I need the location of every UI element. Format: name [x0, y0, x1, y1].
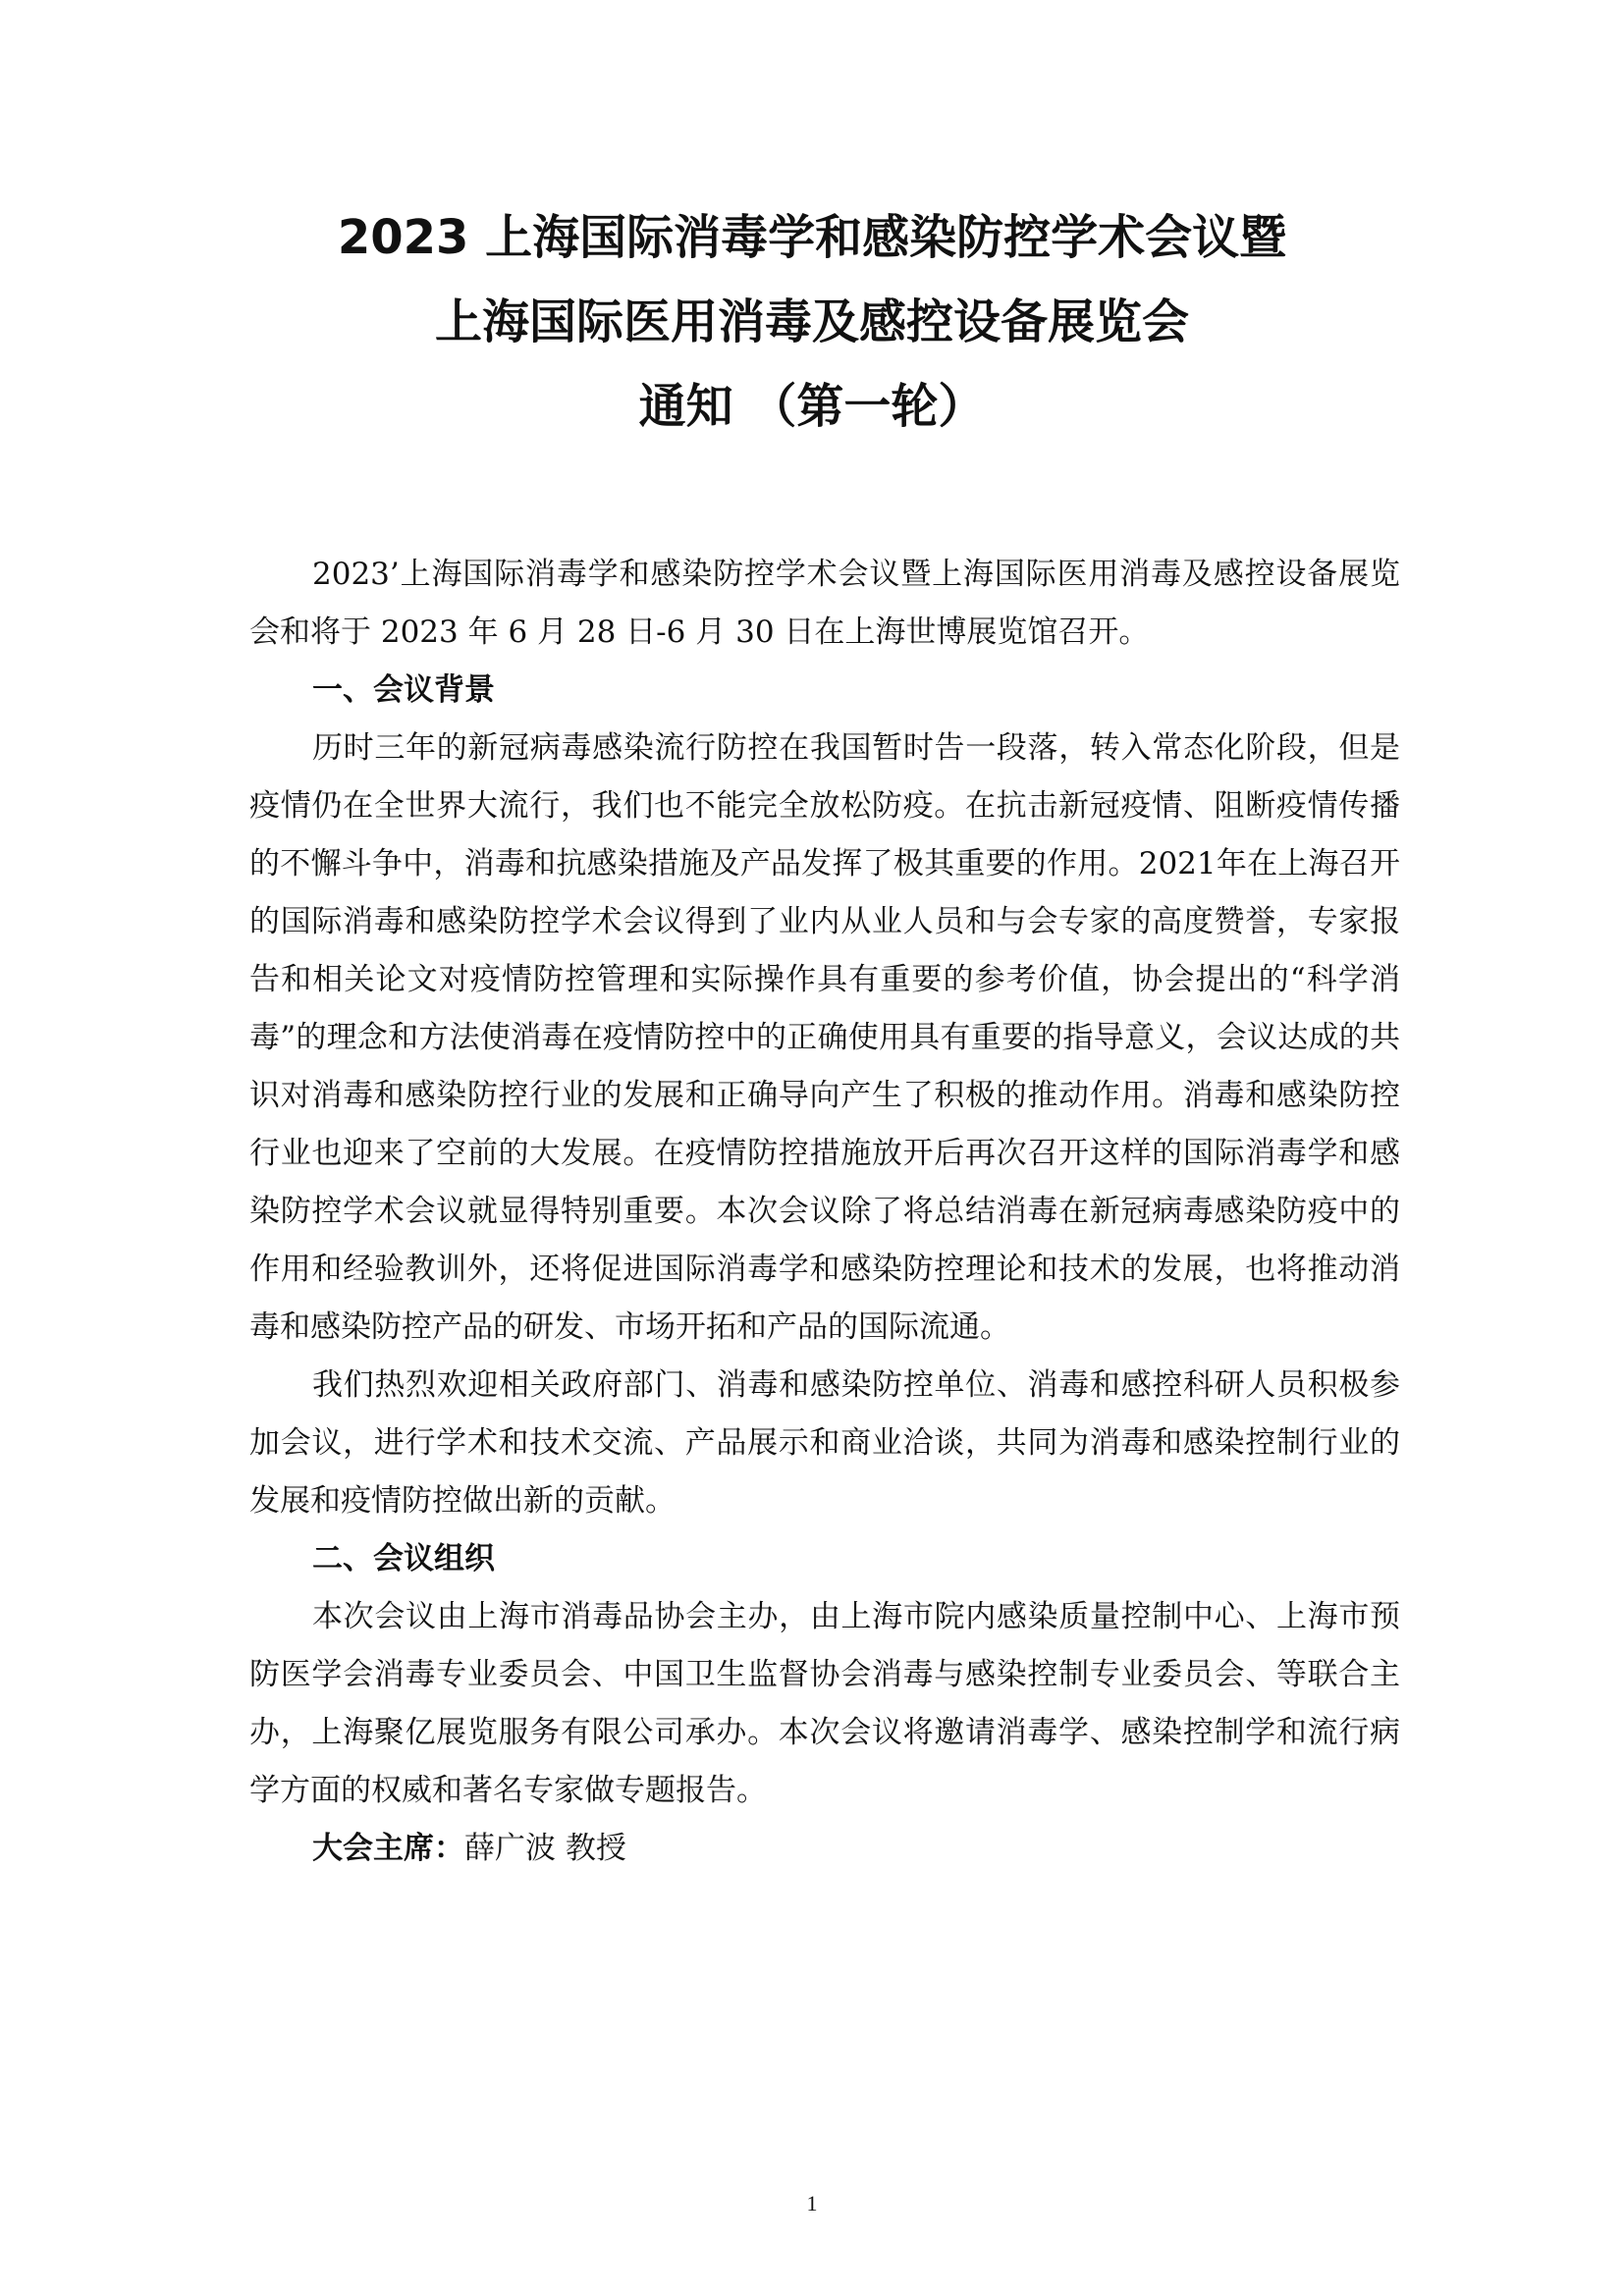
chair-value: 薛广波 教授	[464, 1831, 626, 1866]
title-line-2: 上海国际医用消毒及感控设备展览会	[434, 294, 1189, 349]
title-block	[0, 206, 1624, 459]
title-line-1: 2023 上海国际消毒学和感染防控学术会议暨	[337, 210, 1287, 265]
intro-paragraph: 2023’上海国际消毒学和感染防控学术会议暨上海国际医用消毒及感控设备展览会和将于 2023 年 6 月 28 日-6 月 30 日在上海世博展览馆召开。	[249, 557, 1400, 650]
section-2-heading: 二、会议组织	[312, 1541, 495, 1576]
page-number: 1	[806, 2191, 818, 2216]
title-line-3: 通知 （第一轮）	[638, 379, 986, 434]
section-2-paragraph-1: 本次会议由上海市消毒品协会主办，由上海市院内感染质量控制中心、上海市预防医学会消毒专业委员会、中国卫生监督协会消毒与感染控制专业委员会、等联合主办，上海聚亿展览服务有限公司承办。本次会议将邀请消毒学、感染控制学和流行病学方面的权威和著名专家做专题报告。	[249, 1599, 1400, 1808]
section-1-paragraph-1: 历时三年的新冠病毒感染流行防控在我国暂时告一段落，转入常态化阶段，但是疫情仍在全世界大流行，我们也不能完全放松防疫。在抗击新冠疫情、阻断疫情传播的不懈斗争中，消毒和抗感染措施及产品发挥了极其重要的作用。2021年在上海召开的国际消毒和感染防控学术会议得到了业内从业人员和与会专家的高度赞誉，专家报告和相关论文对疫情防控管理和实际操作具有重要的参考价值，协会提出的“科学消毒”的理念和方法使消毒在疫情防控中的正确使用具有重要的指导意义，会议达成的共识对消毒和感染防控行业的发展和正确导向产生了积极的推动作用。消毒和感染防控行业也迎来了空前的大发展。在疫情防控措施放开后再次召开这样的国际消毒学和感染防控学术会议就显得特别重要。本次会议除了将总结消毒在新冠病毒感染防疫中的作用和经验教训外，还将促进国际消毒学和感染防控理论和技术的发展，也将推动消毒和感染防控产品的研发、市场开拓和产品的国际流通。	[249, 730, 1400, 1345]
section-1-heading: 一、会议背景	[312, 672, 495, 708]
section-1-paragraph-2: 我们热烈欢迎相关政府部门、消毒和感染防控单位、消毒和感控科研人员积极参加会议，进行学术和技术交流、产品展示和商业洽谈，共同为消毒和感染控制行业的发展和疫情防控做出新的贡献。	[249, 1367, 1400, 1519]
chair-line	[249, 1820, 1400, 1878]
chair-label: 大会主席：	[312, 1831, 464, 1866]
document-body	[249, 546, 1400, 1878]
